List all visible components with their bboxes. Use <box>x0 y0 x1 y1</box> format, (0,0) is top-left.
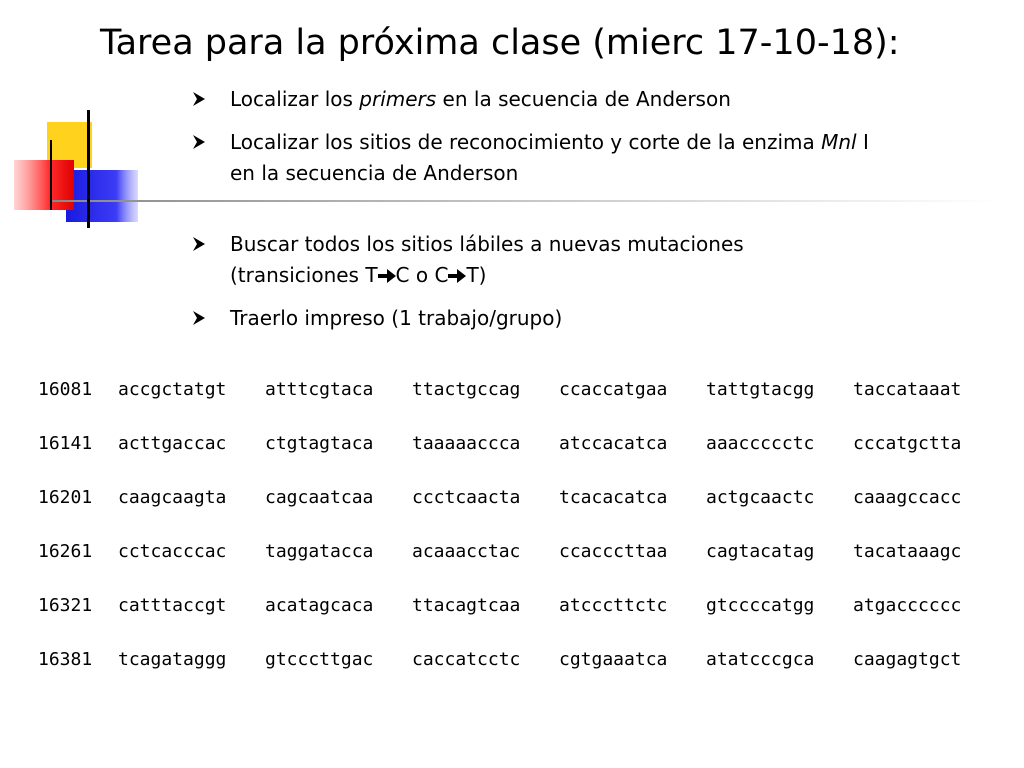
sequence-block: aaaccccctc <box>706 433 815 454</box>
sequence-block: cagtacatag <box>706 541 815 562</box>
sequence-block: ccctcaacta <box>412 487 521 508</box>
sequence-block: taggatacca <box>265 541 374 562</box>
sequence-block: cgtgaaatca <box>559 649 668 670</box>
sequence-position: 16381 <box>38 649 93 670</box>
task-item-primers <box>190 84 990 115</box>
sequence-block: atccacatca <box>559 433 668 454</box>
task-list <box>190 84 990 334</box>
task-text-emphasis: primers <box>359 87 437 111</box>
sequence-row <box>38 378 998 432</box>
sequence-row <box>38 540 998 594</box>
sequence-block: ctgtagtaca <box>265 433 374 454</box>
sequence-block: taccataaat <box>853 379 962 400</box>
vertical-line-right <box>87 110 90 228</box>
sequence-row <box>38 432 998 486</box>
sequence-block: atttcgtaca <box>265 379 374 400</box>
sequence-block: cccatgctta <box>853 433 962 454</box>
task-text-line1: Buscar todos los sitios lábiles a nuevas mutaciones <box>230 232 744 256</box>
sequence-block: gtcccttgac <box>265 649 374 670</box>
task-text-post: I <box>856 130 869 154</box>
sequence-position: 16321 <box>38 595 93 616</box>
sequence-block: catttaccgt <box>118 595 227 616</box>
sequence-block: cctcacccac <box>118 541 227 562</box>
sequence-block: acttgaccac <box>118 433 227 454</box>
sequence-block: caaagccacc <box>853 487 962 508</box>
bullet-arrow-icon <box>192 91 206 107</box>
sequence-block: gtccccatgg <box>706 595 815 616</box>
sequence-block: caagagtgct <box>853 649 962 670</box>
sequence-block: atcccttctc <box>559 595 668 616</box>
sequence-block: cagcaatcaa <box>265 487 374 508</box>
sequence-block: taaaaaccca <box>412 433 521 454</box>
task-item-print <box>190 303 990 334</box>
sequence-block: tattgtacgg <box>706 379 815 400</box>
sequence-block: ccaccatgaa <box>559 379 668 400</box>
slide-title: Tarea para la próxima clase (mierc 17-10-18): <box>100 23 900 63</box>
sequence-block: tcacacatca <box>559 487 668 508</box>
task-text-emphasis: Mnl <box>821 130 857 154</box>
right-arrow-icon <box>448 269 466 283</box>
sequence-block: ttactgccag <box>412 379 521 400</box>
sequence-row <box>38 486 998 540</box>
sequence-row <box>38 594 998 648</box>
sequence-block: tcagataggg <box>118 649 227 670</box>
task-text-open: (transiciones T <box>230 263 378 287</box>
sequence-position: 16201 <box>38 487 93 508</box>
vertical-line-left <box>50 140 52 210</box>
red-square <box>14 160 74 210</box>
task-item-enzyme-sites <box>190 127 990 189</box>
sequence-block: ttacagtcaa <box>412 595 521 616</box>
bullet-arrow-icon <box>192 134 206 150</box>
sequence-block: caagcaagta <box>118 487 227 508</box>
anderson-sequence <box>38 378 998 702</box>
task-text-pre: Localizar los <box>230 87 360 111</box>
bullet-arrow-icon <box>192 236 206 252</box>
blue-square <box>66 170 138 222</box>
bullet-arrow-icon <box>192 310 206 326</box>
task-text-pre: Localizar los sitios de reconocimiento y corte de la enzima <box>230 130 822 154</box>
sequence-position: 16261 <box>38 541 93 562</box>
sequence-block: atatcccgca <box>706 649 815 670</box>
sequence-block: tacataaagc <box>853 541 962 562</box>
task-text-close: T) <box>466 263 487 287</box>
sequence-row <box>38 648 998 702</box>
sequence-block: accgctatgt <box>118 379 227 400</box>
sequence-block: actgcaactc <box>706 487 815 508</box>
sequence-block: acatagcaca <box>265 595 374 616</box>
task-text-post: en la secuencia de Anderson <box>436 87 731 111</box>
sequence-block: ccacccttaa <box>559 541 668 562</box>
sequence-block: atgacccccc <box>853 595 962 616</box>
sequence-block: acaaacctac <box>412 541 521 562</box>
sequence-position: 16141 <box>38 433 93 454</box>
sequence-block: caccatcctc <box>412 649 521 670</box>
task-item-labile-sites <box>190 229 990 291</box>
task-text-mid: C o C <box>395 263 449 287</box>
right-arrow-icon <box>378 269 396 283</box>
sequence-position: 16081 <box>38 379 93 400</box>
task-text: Traerlo impreso (1 trabajo/grupo) <box>230 306 563 330</box>
task-text-line2: en la secuencia de Anderson <box>230 161 519 185</box>
